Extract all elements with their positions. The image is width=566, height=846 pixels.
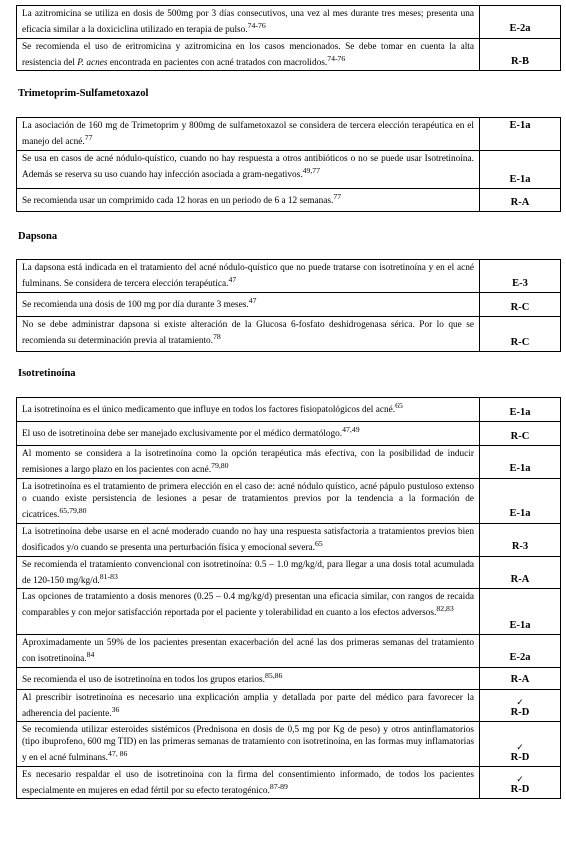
evidence-level: E-1a — [480, 151, 561, 189]
evidence-text: La dapsona está indicada en el tratamiento del acné nódulo-quístico que no puede tratarse con isotretinoína y en el acné fulminans. Se considera de tercera elección terapéutica.$^{47}$ — [17, 260, 480, 293]
section-heading-isotretinoina: Isotretinoína — [18, 368, 76, 379]
evidence-level: E-1a — [480, 478, 561, 523]
evidence-text: No se debe administrar dapsona si existe alteración de la Glucosa 6-fosfato deshidrogenasa sérica. Por lo que se recomienda su determinación previa al tratamiento.$^{78}$ — [17, 317, 480, 352]
table-row — [17, 293, 561, 317]
checkmark-icon: ✓ — [516, 741, 524, 752]
table-row — [17, 6, 561, 39]
table-row — [17, 118, 561, 151]
evidence-text: La asociación de 160 mg de Trimetoprim y 800mg de sulfametoxazol se considera de tercera elección terapéutica en el manejo del acné.$^{77}$ — [17, 118, 480, 151]
evidence-level: E-1a — [480, 398, 561, 422]
table-row — [17, 422, 561, 446]
evidence-level: ✓ R-D — [480, 766, 561, 799]
reference: 87-89 — [269, 781, 288, 791]
reference: 65,79,80 — [59, 505, 87, 515]
table-row — [17, 398, 561, 422]
table-row — [17, 478, 561, 523]
reference: 65 — [395, 401, 403, 410]
table-row — [17, 589, 561, 635]
table-row — [17, 556, 561, 589]
table-row — [17, 635, 561, 668]
evidence-text: Se recomienda utilizar esteroides sistémicos (Prednisona en dosis de 0,5 mg por Kg de peso) y otros antinflamatorios (tipo ibuprofeno, 600 mg TID) en las primeras semanas de tratamiento con isotretinoína, en las formas muy inflamatorias y en el acné fulminans.$^{47, 86}$ — [17, 722, 480, 767]
table-row — [17, 523, 561, 556]
reference: 74-76 — [327, 53, 346, 63]
reference: 47,49 — [342, 425, 360, 434]
evidence-table-trimetoprim — [16, 117, 561, 212]
evidence-text: La isotretinoína debe usarse en el acné moderado cuando no hay una respuesta satisfactoria a tratamientos previos bien dosificados y/o cuando se presenta una perturbación física y emocional severa.$^{65}$ — [17, 523, 480, 556]
evidence-level: R-C — [480, 293, 561, 317]
reference: 85,86 — [264, 670, 283, 680]
table-row — [17, 722, 561, 767]
table-row — [17, 766, 561, 799]
evidence-level: ✓ R-D — [480, 689, 561, 722]
evidence-level: E-3 — [480, 260, 561, 293]
table-row — [17, 667, 561, 689]
reference: 74-76 — [247, 21, 266, 31]
evidence-level: E-2a — [480, 635, 561, 668]
table-row — [17, 38, 561, 71]
evidence-level: E-1a — [480, 446, 561, 479]
evidence-level: E-1a — [480, 589, 561, 635]
reference: 36 — [111, 704, 120, 714]
section-heading-trimetoprim: Trimetoprim-Sulfametoxazol — [18, 88, 149, 99]
table-row — [17, 689, 561, 722]
reference: 79,80 — [211, 461, 229, 471]
evidence-text: El uso de isotretinoína debe ser manejado exclusivamente por el médico dermatólogo.$^{47,49}$ — [17, 422, 480, 446]
evidence-text: Se recomienda el tratamiento convencional con isotretinoína: 0.5 – 1.0 mg/kg/d, para llegar a una dosis total acumulada de 120-150 mg/kg/d.$^{81-83}$ — [17, 556, 480, 589]
evidence-level: R-B — [480, 38, 561, 71]
evidence-level: R-A — [480, 556, 561, 589]
reference: 77 — [84, 133, 93, 143]
table-row — [17, 260, 561, 293]
evidence-text: Se recomienda usar un comprimido cada 12 horas en un periodo de 6 a 12 semanas.$^{77}$ — [17, 189, 480, 212]
evidence-level: ✓ R-D — [480, 722, 561, 767]
reference: 77 — [333, 192, 342, 201]
reference: 47 — [248, 296, 257, 305]
evidence-level: R-C — [480, 317, 561, 352]
evidence-level: E-2a — [480, 6, 561, 39]
evidence-text: Se recomienda una dosis de 100 mg por día durante 3 meses.$^{47}$ — [17, 293, 480, 317]
evidence-text: Aproximadamente un 59% de los pacientes presentan exacerbación del acné las dos primeras semanas del tratamiento con isotretinoína.$^{84}$ — [17, 635, 480, 668]
evidence-level: R-A — [480, 189, 561, 212]
table-row — [17, 446, 561, 479]
reference: 84 — [86, 650, 95, 660]
reference: 49,77 — [302, 166, 321, 176]
evidence-text: Las opciones de tratamiento a dosis menores (0.25 – 0.4 mg/kg/d) presentan una eficacia similar, con rangos de recaida comparables y con mejor satisfacción reportada por el paciente y tolerabilidad en cuanto a los efectos adversos.$^{82,83}$ — [17, 589, 480, 635]
evidence-table-isotretinoina — [16, 397, 561, 799]
reference: 65 — [315, 538, 323, 548]
table-row — [17, 189, 561, 212]
evidence-table-macrolides — [16, 5, 561, 71]
evidence-text: La azitromicina se utiliza en dosis de 500mg por 3 días consecutivos, una vez al mes durante tres meses; presenta una eficacia similar a la doxiciclina utilizado en terapia de pulso.$^{74-76}$ — [17, 6, 480, 39]
table-row — [17, 317, 561, 352]
evidence-table-dapsona — [16, 259, 561, 352]
evidence-text: Se usa en casos de acné nódulo-quístico, cuando no hay respuesta a otros antibióticos o no se puede usar Isotretinoína. Además se reserva su uso cuando hay infección asociada a gram-negativos.$^{49,77}$ — [17, 151, 480, 189]
reference: 78 — [213, 332, 221, 342]
table-row — [17, 151, 561, 189]
evidence-text: Al prescribir isotretinoína es necesario una explicación amplia y detallada por parte del médico para favorecer la adherencia del paciente.$^{36}$ — [17, 689, 480, 722]
evidence-text: Se recomienda el uso de eritromicina y azitromicina en los casos mencionados. Se debe tomar en cuenta la alta resistencia del P. acnes encontrada en pacientes con acné tratados con macrolidos.$^{74-76}$ — [17, 38, 480, 71]
reference: 47 — [228, 275, 237, 285]
checkmark-icon: ✓ — [516, 696, 524, 707]
evidence-level: E-1a — [480, 118, 561, 151]
evidence-text: Al momento se considera a la isotretinoína como la opción terapéutica más efectiva, con la posibilidad de inducir remisiones a largo plazo en los pacientes con acné.$^{79,80}$ — [17, 446, 480, 479]
reference: 81-83 — [99, 571, 118, 581]
evidence-text: Es necesario respaldar el uso de isotretinoína con la firma del consentimiento informado, de todos los pacientes especialmente en mujeres en edad fértil por su efecto teratogénico.$^{87-89}$ — [17, 766, 480, 799]
evidence-text: La isotretinoína es el único medicamento que influye en todos los factores fisiopatológicos del acné.$^{65}$ — [17, 398, 480, 422]
evidence-text: Se recomienda el uso de isotretinoína en todos los grupos etarios.$^{85,86}$ — [17, 667, 480, 689]
evidence-level: R-C — [480, 422, 561, 446]
reference: 82,83 — [436, 604, 454, 614]
evidence-level: R-A — [480, 667, 561, 689]
evidence-level: R-3 — [480, 523, 561, 556]
section-heading-dapsona: Dapsona — [18, 231, 58, 242]
evidence-text: La isotretinoína es el tratamiento de primera elección en el caso de: acné nódulo quístico, acné pápulo pustuloso extenso o cuando existe persistencia de lesiones a pesar de tratamientos previos por la tendencia a la formación de cicatrices.$^{65,79,80}$ — [17, 478, 480, 523]
reference: 47, 86 — [107, 749, 128, 759]
checkmark-icon: ✓ — [516, 774, 524, 784]
